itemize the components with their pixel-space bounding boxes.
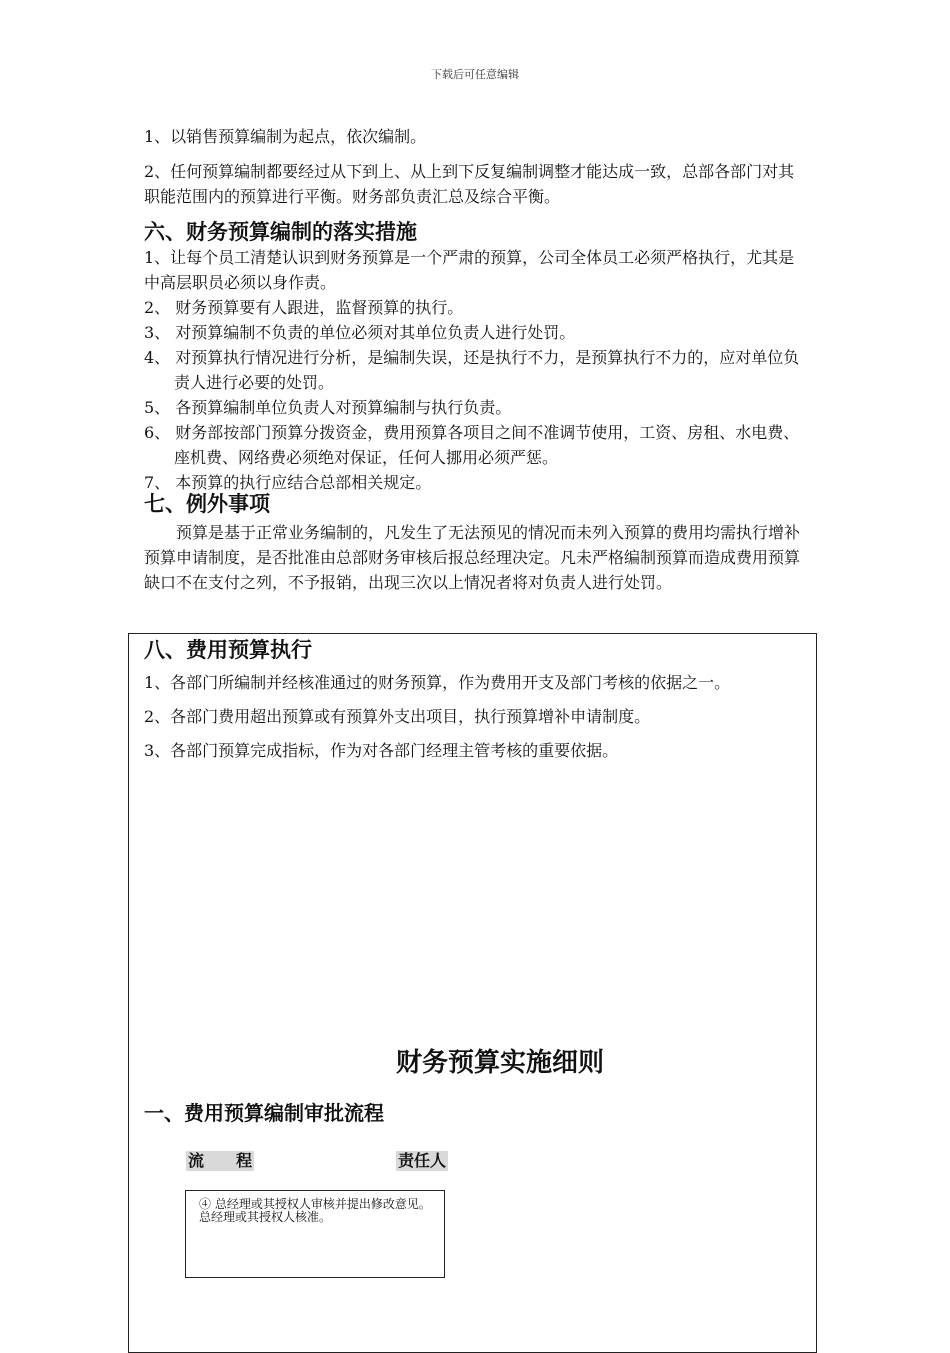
column-header-flow: 流 程 — [188, 1151, 253, 1170]
page-header: 下载后可任意编辑 — [431, 68, 519, 81]
section-6-item-7: 7、 本预算的执行应结合总部相关规定。 — [144, 473, 432, 492]
section-8-item-2: 2、各部门费用超出预算或有预算外支出项目，执行预算增补申请制度。 — [144, 707, 651, 726]
section-6-item-2: 2、 财务预算要有人跟进，监督预算的执行。 — [144, 298, 464, 317]
section-6-item-4: 4、 对预算执行情况进行分析，是编制失误，还是执行不力，是预算执行不力的，应对单位负责人进行必要的处罚。 — [144, 348, 800, 392]
section-6-item-6: 6、 财务部按部门预算分拨资金，费用预算各项目之间不准调节使用，工资、房租、水电费、座机费、网络费必须绝对保证，任何人挪用必须严惩。 — [144, 423, 800, 467]
flow-step-text-2: 总经理或其授权人核准。 — [199, 1210, 332, 1224]
flow-step-text-1: ④ 总经理或其授权人审核并提出修改意见。 — [199, 1197, 431, 1211]
flow-step-box — [185, 1190, 445, 1278]
section-6-item-5: 5、 各预算编制单位负责人对预算编制与执行负责。 — [144, 398, 512, 417]
section-6-item-1: 1、让每个员工清楚认识到财务预算是一个严肃的预算，公司全体员工必须严格执行，尤其是中高层职员必须以身作责。 — [144, 248, 795, 292]
section-8-title: 八、费用预算执行 — [144, 637, 312, 662]
section-7 — [144, 490, 806, 595]
section-8-item-3: 3、各部门预算完成指标，作为对各部门经理主管考核的重要依据。 — [144, 741, 619, 760]
intro-block — [144, 124, 806, 209]
section-6-title: 六、财务预算编制的落实措施 — [144, 219, 417, 244]
intro-paragraph-1: 1、以销售预算编制为起点，依次编制。 — [144, 127, 427, 146]
column-header-owner: 责任人 — [398, 1151, 447, 1170]
section-7-body: 预算是基于正常业务编制的，凡发生了无法预见的情况而未列入预算的费用均需执行增补预算申请制度，是否批准由总部财务审核后报总经理决定。凡未严格编制预算而造成费用预算缺口不在支付之列，不予报销，出现三次以上情况者将对负责人进行处罚。 — [144, 523, 801, 592]
section-8 — [144, 636, 806, 763]
section-7-title: 七、例外事项 — [144, 491, 270, 516]
part-1-title: 一、费用预算编制审批流程 — [144, 1101, 384, 1125]
section-6-item-3: 3、 对预算编制不负责的单位必须对其单位负责人进行处罚。 — [144, 323, 576, 342]
document-title: 财务预算实施细则 — [395, 1048, 604, 1078]
section-8-item-1: 1、各部门所编制并经核准通过的财务预算，作为费用开支及部门考核的依据之一。 — [144, 673, 731, 692]
section-6 — [144, 218, 806, 495]
intro-paragraph-2: 2、任何预算编制都要经过从下到上、从上到下反复编制调整才能达成一致，总部各部门对其职能范围内的预算进行平衡。财务部负责汇总及综合平衡。 — [144, 162, 795, 206]
